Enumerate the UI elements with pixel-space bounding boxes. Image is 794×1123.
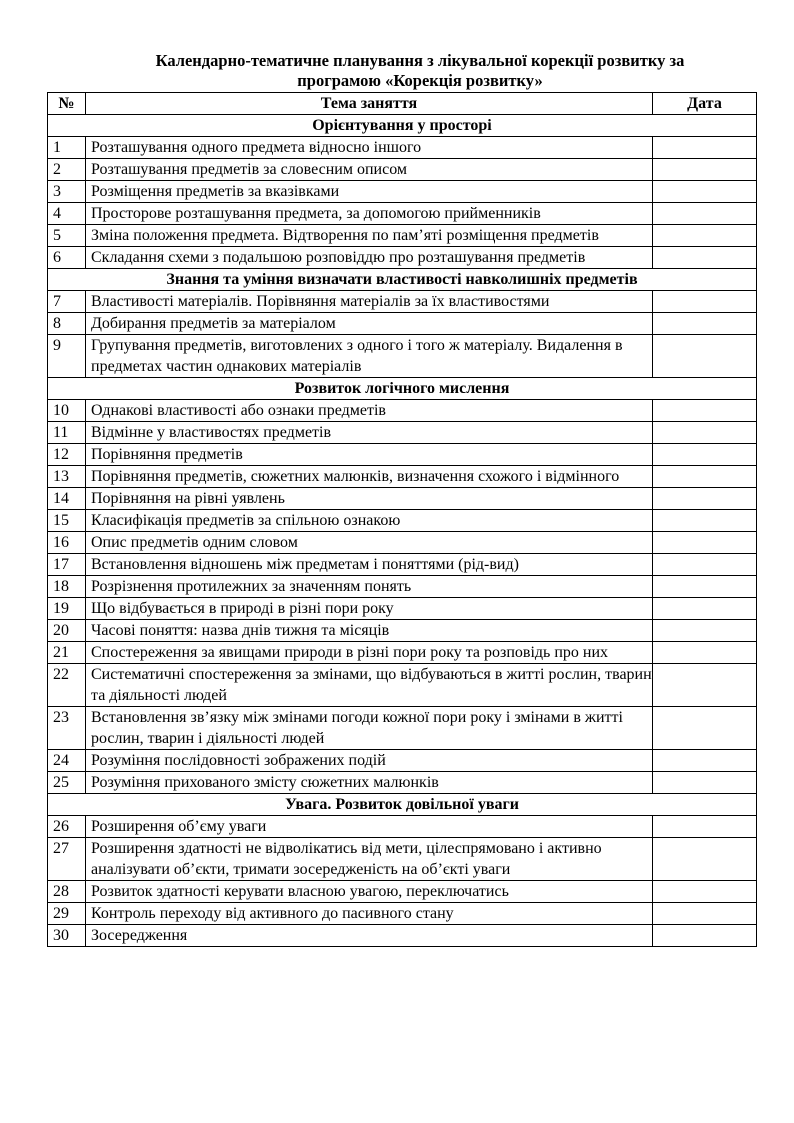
row-number: 20 bbox=[48, 620, 86, 642]
row-number: 17 bbox=[48, 554, 86, 576]
row-date[interactable] bbox=[653, 444, 757, 466]
row-topic: Систематичні спостереження за змінами, що відбуваються в житті рослин, тварин та діяльності людей bbox=[86, 664, 653, 707]
row-topic: Порівняння на рівні уявлень bbox=[86, 488, 653, 510]
table-row bbox=[48, 838, 757, 881]
table-row bbox=[48, 532, 757, 554]
row-topic: Встановлення відношень між предметам і поняттями (рід-вид) bbox=[86, 554, 653, 576]
table-row bbox=[48, 422, 757, 444]
row-number: 28 bbox=[48, 881, 86, 903]
row-topic: Часові поняття: назва днів тижня та місяців bbox=[86, 620, 653, 642]
row-topic: Зміна положення предмета. Відтворення по пам’яті розміщення предметів bbox=[86, 225, 653, 247]
row-number: 8 bbox=[48, 313, 86, 335]
table-row bbox=[48, 181, 757, 203]
table-row bbox=[48, 400, 757, 422]
row-topic: Опис предметів одним словом bbox=[86, 532, 653, 554]
table-row bbox=[48, 925, 757, 947]
table-header-row bbox=[48, 93, 757, 115]
row-date[interactable] bbox=[653, 554, 757, 576]
row-topic: Спостереження за явищами природи в різні пори року та розповідь про них bbox=[86, 642, 653, 664]
row-number: 7 bbox=[48, 291, 86, 313]
row-number: 30 bbox=[48, 925, 86, 947]
row-topic: Розширення здатності не відволікатись від мети, цілеспрямовано і активно аналізувати об’єкти, тримати зосередженість на об’єкті уваги bbox=[86, 838, 653, 881]
table-row bbox=[48, 159, 757, 181]
row-date[interactable] bbox=[653, 203, 757, 225]
row-number: 25 bbox=[48, 772, 86, 794]
section-title: Орієнтування у просторі bbox=[48, 115, 757, 137]
row-topic: Групування предметів, виготовлених з одного і того ж матеріалу. Видалення в предметах частин однакових матеріалів bbox=[86, 335, 653, 378]
row-number: 27 bbox=[48, 838, 86, 881]
row-number: 1 bbox=[48, 137, 86, 159]
row-topic: Розташування предметів за словесним описом bbox=[86, 159, 653, 181]
row-number: 22 bbox=[48, 664, 86, 707]
section-title: Увага. Розвиток довільної уваги bbox=[48, 794, 757, 816]
table-row bbox=[48, 598, 757, 620]
table-row bbox=[48, 225, 757, 247]
row-number: 2 bbox=[48, 159, 86, 181]
header-topic: Тема заняття bbox=[86, 93, 653, 115]
row-topic: Відмінне у властивостях предметів bbox=[86, 422, 653, 444]
row-date[interactable] bbox=[653, 313, 757, 335]
row-number: 9 bbox=[48, 335, 86, 378]
table-row bbox=[48, 707, 757, 750]
table-row bbox=[48, 247, 757, 269]
table-row bbox=[48, 335, 757, 378]
row-number: 19 bbox=[48, 598, 86, 620]
row-date[interactable] bbox=[653, 598, 757, 620]
row-number: 12 bbox=[48, 444, 86, 466]
row-date[interactable] bbox=[653, 707, 757, 750]
table-row bbox=[48, 642, 757, 664]
row-number: 21 bbox=[48, 642, 86, 664]
row-date[interactable] bbox=[653, 510, 757, 532]
header-number: № bbox=[48, 93, 86, 115]
row-date[interactable] bbox=[653, 247, 757, 269]
table-row bbox=[48, 313, 757, 335]
table-row bbox=[48, 664, 757, 707]
row-number: 13 bbox=[48, 466, 86, 488]
row-topic: Розуміння послідовності зображених подій bbox=[86, 750, 653, 772]
row-date[interactable] bbox=[653, 576, 757, 598]
table-row bbox=[48, 203, 757, 225]
row-date[interactable] bbox=[653, 137, 757, 159]
row-date[interactable] bbox=[653, 181, 757, 203]
header-date: Дата bbox=[653, 93, 757, 115]
row-topic: Класифікація предметів за спільною ознакою bbox=[86, 510, 653, 532]
table-row bbox=[48, 620, 757, 642]
row-topic: Порівняння предметів bbox=[86, 444, 653, 466]
section-row bbox=[48, 115, 757, 137]
row-date[interactable] bbox=[653, 488, 757, 510]
row-number: 18 bbox=[48, 576, 86, 598]
section-row bbox=[48, 794, 757, 816]
table-row bbox=[48, 137, 757, 159]
row-date[interactable] bbox=[653, 925, 757, 947]
row-topic: Складання схеми з подальшою розповіддю про розташування предметів bbox=[86, 247, 653, 269]
section-title: Знання та уміння визначати властивості навколишніх предметів bbox=[48, 269, 757, 291]
row-number: 4 bbox=[48, 203, 86, 225]
row-topic: Розуміння прихованого змісту сюжетних малюнків bbox=[86, 772, 653, 794]
row-topic: Що відбувається в природі в різні пори року bbox=[86, 598, 653, 620]
row-number: 6 bbox=[48, 247, 86, 269]
page-title bbox=[95, 51, 745, 91]
row-date[interactable] bbox=[653, 642, 757, 664]
row-topic: Розрізнення протилежних за значенням понять bbox=[86, 576, 653, 598]
table-row bbox=[48, 488, 757, 510]
row-number: 3 bbox=[48, 181, 86, 203]
section-row bbox=[48, 378, 757, 400]
row-number: 29 bbox=[48, 903, 86, 925]
row-number: 14 bbox=[48, 488, 86, 510]
table-row bbox=[48, 510, 757, 532]
table-row bbox=[48, 576, 757, 598]
row-topic: Розташування одного предмета відносно іншого bbox=[86, 137, 653, 159]
row-date[interactable] bbox=[653, 225, 757, 247]
row-topic: Зосередження bbox=[86, 925, 653, 947]
table-row bbox=[48, 466, 757, 488]
table-row bbox=[48, 291, 757, 313]
row-number: 11 bbox=[48, 422, 86, 444]
row-date[interactable] bbox=[653, 532, 757, 554]
table-row bbox=[48, 750, 757, 772]
row-topic: Однакові властивості або ознаки предметів bbox=[86, 400, 653, 422]
row-topic: Розширення об’єму уваги bbox=[86, 816, 653, 838]
row-date[interactable] bbox=[653, 816, 757, 838]
title-line-2: програмою «Корекція розвитку» bbox=[297, 71, 543, 90]
table-row bbox=[48, 881, 757, 903]
section-title: Розвиток логічного мислення bbox=[48, 378, 757, 400]
row-date[interactable] bbox=[653, 335, 757, 378]
row-topic: Контроль переходу від активного до пасивного стану bbox=[86, 903, 653, 925]
row-date[interactable] bbox=[653, 903, 757, 925]
title-line-1: Календарно-тематичне планування з лікувальної корекції розвитку за bbox=[155, 51, 685, 70]
row-topic: Встановлення зв’язку між змінами погоди кожної пори року і змінами в житті рослин, тварин і діяльності людей bbox=[86, 707, 653, 750]
row-topic: Властивості матеріалів. Порівняння матеріалів за їх властивостями bbox=[86, 291, 653, 313]
row-topic: Розміщення предметів за вказівками bbox=[86, 181, 653, 203]
row-topic: Просторове розташування предмета, за допомогою прийменників bbox=[86, 203, 653, 225]
row-number: 15 bbox=[48, 510, 86, 532]
row-number: 23 bbox=[48, 707, 86, 750]
row-date[interactable] bbox=[653, 881, 757, 903]
table-row bbox=[48, 772, 757, 794]
table-body bbox=[48, 115, 757, 947]
row-date[interactable] bbox=[653, 750, 757, 772]
table-row bbox=[48, 444, 757, 466]
lesson-plan-table bbox=[47, 92, 757, 947]
row-number: 24 bbox=[48, 750, 86, 772]
table-row bbox=[48, 903, 757, 925]
row-date[interactable] bbox=[653, 620, 757, 642]
row-date[interactable] bbox=[653, 159, 757, 181]
section-row bbox=[48, 269, 757, 291]
table-row bbox=[48, 554, 757, 576]
row-date[interactable] bbox=[653, 772, 757, 794]
row-date[interactable] bbox=[653, 400, 757, 422]
row-date[interactable] bbox=[653, 838, 757, 881]
row-date[interactable] bbox=[653, 664, 757, 707]
row-number: 26 bbox=[48, 816, 86, 838]
row-topic: Добирання предметів за матеріалом bbox=[86, 313, 653, 335]
table-row bbox=[48, 816, 757, 838]
row-topic: Порівняння предметів, сюжетних малюнків, визначення схожого і відмінного bbox=[86, 466, 653, 488]
row-date[interactable] bbox=[653, 291, 757, 313]
row-number: 16 bbox=[48, 532, 86, 554]
row-number: 5 bbox=[48, 225, 86, 247]
row-date[interactable] bbox=[653, 466, 757, 488]
row-number: 10 bbox=[48, 400, 86, 422]
row-date[interactable] bbox=[653, 422, 757, 444]
row-topic: Розвиток здатності керувати власною увагою, переключатись bbox=[86, 881, 653, 903]
